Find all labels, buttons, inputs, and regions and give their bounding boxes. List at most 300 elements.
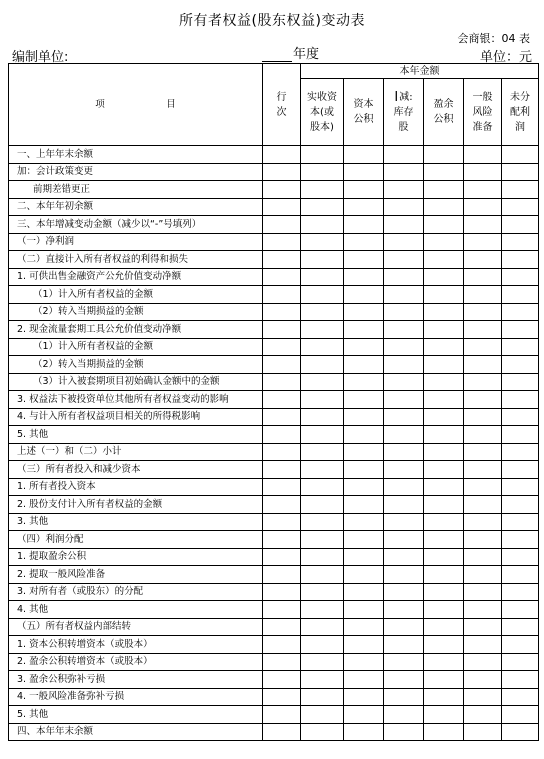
amount-cell[interactable]	[344, 601, 384, 619]
amount-cell[interactable]	[502, 286, 539, 304]
amount-cell[interactable]	[384, 513, 424, 531]
row-number-cell[interactable]	[263, 548, 301, 566]
amount-cell[interactable]	[384, 163, 424, 181]
amount-cell[interactable]	[344, 321, 384, 339]
amount-cell[interactable]	[464, 198, 502, 216]
amount-cell[interactable]	[424, 338, 464, 356]
row-number-cell[interactable]	[263, 146, 301, 164]
amount-cell[interactable]	[424, 601, 464, 619]
year-blank[interactable]	[262, 49, 292, 62]
amount-cell[interactable]	[464, 548, 502, 566]
amount-cell[interactable]	[424, 636, 464, 654]
table-row	[9, 513, 539, 531]
amount-cell[interactable]	[384, 268, 424, 286]
amount-cell[interactable]	[502, 461, 539, 479]
amount-cell[interactable]	[344, 181, 384, 199]
row-label: 4. 其他	[9, 601, 263, 619]
row-number-cell[interactable]	[263, 321, 301, 339]
amount-cell[interactable]	[301, 233, 344, 251]
col-header-paid-in-capital: 实收资本(或股本)	[301, 79, 344, 146]
row-number-cell[interactable]	[263, 566, 301, 584]
amount-cell[interactable]	[502, 566, 539, 584]
amount-cell[interactable]	[502, 391, 539, 409]
amount-cell[interactable]	[301, 531, 344, 549]
row-number-cell[interactable]	[263, 671, 301, 689]
amount-cell[interactable]	[464, 513, 502, 531]
form-number: 会商银：04 表	[457, 32, 530, 45]
amount-cell[interactable]	[424, 268, 464, 286]
amount-cell[interactable]	[464, 443, 502, 461]
amount-cell[interactable]	[464, 408, 502, 426]
row-number-cell[interactable]	[263, 286, 301, 304]
amount-cell[interactable]	[384, 618, 424, 636]
row-label: 2. 盈余公积转增资本（或股本）	[9, 653, 263, 671]
amount-cell[interactable]	[384, 321, 424, 339]
amount-cell[interactable]	[384, 146, 424, 164]
item-column-header: 项 目	[9, 64, 263, 146]
amount-cell[interactable]	[384, 303, 424, 321]
amount-cell[interactable]	[502, 636, 539, 654]
row-number-cell[interactable]	[263, 338, 301, 356]
amount-cell[interactable]	[502, 583, 539, 601]
amount-cell[interactable]	[424, 303, 464, 321]
amount-cell[interactable]	[344, 688, 384, 706]
amount-cell[interactable]	[384, 531, 424, 549]
amount-cell[interactable]	[502, 426, 539, 444]
amount-cell[interactable]	[301, 391, 344, 409]
amount-cell[interactable]	[464, 583, 502, 601]
amount-cell[interactable]	[502, 216, 539, 234]
amount-cell[interactable]	[502, 198, 539, 216]
amount-cell[interactable]	[424, 198, 464, 216]
row-label: （3）计入被套期项目初始确认金额中的金额	[9, 373, 263, 391]
amount-cell[interactable]	[384, 566, 424, 584]
row-number-cell[interactable]	[263, 163, 301, 181]
amount-cell[interactable]	[344, 531, 384, 549]
row-label: （一）净利润	[9, 233, 263, 251]
amount-cell[interactable]	[344, 146, 384, 164]
row-label: （2）转入当期损益的金额	[9, 303, 263, 321]
amount-cell[interactable]	[384, 251, 424, 269]
amount-cell[interactable]	[464, 426, 502, 444]
amount-cell[interactable]	[344, 583, 384, 601]
row-number-cell[interactable]	[263, 706, 301, 724]
equity-change-table	[8, 63, 539, 741]
amount-cell[interactable]	[464, 356, 502, 374]
row-number-cell[interactable]	[263, 408, 301, 426]
amount-cell[interactable]	[502, 688, 539, 706]
amount-cell[interactable]	[344, 653, 384, 671]
amount-cell[interactable]	[424, 356, 464, 374]
row-label: 1. 所有者投入资本	[9, 478, 263, 496]
row-number-cell[interactable]	[263, 478, 301, 496]
amount-cell[interactable]	[344, 303, 384, 321]
amount-cell[interactable]	[502, 706, 539, 724]
page-title: 所有者权益(股东权益)变动表	[179, 13, 365, 29]
table-row	[9, 531, 539, 549]
amount-cell[interactable]	[464, 706, 502, 724]
table-row	[9, 303, 539, 321]
row-label: 上述（一）和（二）小计	[9, 443, 263, 461]
row-number-cell[interactable]	[263, 601, 301, 619]
col-header-surplus-reserve: 盈余公积	[424, 79, 464, 146]
table-row	[9, 251, 539, 269]
amount-cell[interactable]	[502, 653, 539, 671]
amount-cell[interactable]	[301, 601, 344, 619]
amount-cell[interactable]	[502, 443, 539, 461]
amount-cell[interactable]	[464, 461, 502, 479]
row-label: 3. 其他	[9, 513, 263, 531]
row-number-cell[interactable]	[263, 426, 301, 444]
amount-cell[interactable]	[301, 618, 344, 636]
amount-cell[interactable]	[344, 338, 384, 356]
table-row	[9, 216, 539, 234]
table-row	[9, 706, 539, 724]
amount-cell[interactable]	[384, 216, 424, 234]
amount-cell[interactable]	[424, 163, 464, 181]
row-number-cell[interactable]	[263, 513, 301, 531]
row-number-cell[interactable]	[263, 531, 301, 549]
amount-cell[interactable]	[502, 321, 539, 339]
amount-cell[interactable]	[344, 373, 384, 391]
table-row	[9, 566, 539, 584]
amount-cell[interactable]	[301, 461, 344, 479]
amount-cell[interactable]	[384, 601, 424, 619]
amount-cell[interactable]	[344, 268, 384, 286]
table-row	[9, 443, 539, 461]
amount-cell[interactable]	[384, 338, 424, 356]
amount-cell[interactable]	[301, 303, 344, 321]
amount-cell[interactable]	[384, 198, 424, 216]
table-row	[9, 583, 539, 601]
row-label: 一、上年年末余额	[9, 146, 263, 164]
row-label: 前期差错更正	[9, 181, 263, 199]
table-row	[9, 146, 539, 164]
amount-cell[interactable]	[344, 723, 384, 741]
amount-cell[interactable]	[344, 286, 384, 304]
amount-cell[interactable]	[502, 233, 539, 251]
amount-cell[interactable]	[301, 198, 344, 216]
amount-cell[interactable]	[502, 303, 539, 321]
amount-cell[interactable]	[502, 356, 539, 374]
amount-cell[interactable]	[464, 636, 502, 654]
amount-cell[interactable]	[424, 146, 464, 164]
amount-cell[interactable]	[384, 408, 424, 426]
row-label: 3. 权益法下被投资单位其他所有者权益变动的影响	[9, 391, 263, 409]
amount-cell[interactable]	[384, 233, 424, 251]
amount-cell[interactable]	[464, 233, 502, 251]
amount-cell[interactable]	[344, 198, 384, 216]
amount-cell[interactable]	[502, 373, 539, 391]
amount-cell[interactable]	[384, 496, 424, 514]
amount-cell[interactable]	[384, 461, 424, 479]
amount-cell[interactable]	[464, 373, 502, 391]
amount-cell[interactable]	[502, 671, 539, 689]
amount-cell[interactable]	[464, 601, 502, 619]
amount-cell[interactable]	[344, 566, 384, 584]
amount-cell[interactable]	[384, 706, 424, 724]
amount-cell[interactable]	[424, 321, 464, 339]
amount-cell[interactable]	[502, 251, 539, 269]
row-number-cell[interactable]	[263, 496, 301, 514]
amount-cell[interactable]	[344, 496, 384, 514]
amount-cell[interactable]	[424, 688, 464, 706]
table-row	[9, 478, 539, 496]
amount-cell[interactable]	[424, 496, 464, 514]
row-label: 2. 现金流量套期工具公允价值变动净额	[9, 321, 263, 339]
table-row	[9, 391, 539, 409]
amount-cell[interactable]	[502, 548, 539, 566]
amount-cell[interactable]	[424, 373, 464, 391]
row-number-cell[interactable]	[263, 618, 301, 636]
amount-cell[interactable]	[301, 181, 344, 199]
amount-cell[interactable]	[502, 601, 539, 619]
amount-cell[interactable]	[344, 233, 384, 251]
amount-cell[interactable]	[301, 706, 344, 724]
amount-cell[interactable]	[424, 286, 464, 304]
amount-cell[interactable]	[424, 443, 464, 461]
amount-cell[interactable]	[301, 566, 344, 584]
amount-cell[interactable]	[301, 513, 344, 531]
amount-cell[interactable]	[301, 408, 344, 426]
row-number-cell[interactable]	[263, 373, 301, 391]
amount-cell[interactable]	[464, 723, 502, 741]
row-label: 2. 提取一般风险准备	[9, 566, 263, 584]
amount-cell[interactable]	[344, 163, 384, 181]
amount-cell[interactable]	[502, 531, 539, 549]
amount-cell[interactable]	[424, 461, 464, 479]
amount-cell[interactable]	[384, 181, 424, 199]
amount-cell[interactable]	[464, 496, 502, 514]
row-label: 1. 提取盈余公积	[9, 548, 263, 566]
amount-cell[interactable]	[464, 618, 502, 636]
table-row	[9, 198, 539, 216]
amount-cell[interactable]	[424, 548, 464, 566]
amount-cell[interactable]	[344, 251, 384, 269]
row-label: （1）计入所有者权益的金额	[9, 338, 263, 356]
amount-cell[interactable]	[424, 583, 464, 601]
amount-cell[interactable]	[344, 356, 384, 374]
amount-cell[interactable]	[424, 618, 464, 636]
row-number-cell[interactable]	[263, 251, 301, 269]
text-cursor-icon: I	[394, 89, 399, 105]
amount-cell[interactable]	[344, 478, 384, 496]
amount-cell[interactable]	[464, 566, 502, 584]
amount-cell[interactable]	[301, 146, 344, 164]
row-number-cell[interactable]	[263, 181, 301, 199]
amount-cell[interactable]	[301, 548, 344, 566]
row-number-cell[interactable]	[263, 443, 301, 461]
amount-cell[interactable]	[424, 426, 464, 444]
col-header-treasury-stock-label: 减:库存股	[393, 91, 414, 133]
amount-cell[interactable]	[344, 426, 384, 444]
amount-cell[interactable]	[502, 163, 539, 181]
amount-cell[interactable]	[384, 548, 424, 566]
amount-cell[interactable]	[301, 268, 344, 286]
year-label: 年度	[293, 47, 320, 62]
row-number-cell[interactable]	[263, 461, 301, 479]
amount-cell[interactable]	[424, 566, 464, 584]
amount-cell[interactable]	[502, 723, 539, 741]
amount-cell[interactable]	[502, 618, 539, 636]
amount-cell[interactable]	[301, 443, 344, 461]
amount-cell[interactable]	[301, 286, 344, 304]
amount-cell[interactable]	[424, 531, 464, 549]
amount-cell[interactable]	[344, 548, 384, 566]
row-label: 3. 盈余公积弥补亏损	[9, 671, 263, 689]
table-row	[9, 408, 539, 426]
row-label: （1）计入所有者权益的金额	[9, 286, 263, 304]
amount-cell[interactable]	[344, 706, 384, 724]
amount-cell[interactable]	[384, 373, 424, 391]
table-row	[9, 426, 539, 444]
table-row	[9, 286, 539, 304]
amount-cell[interactable]	[301, 216, 344, 234]
amount-cell[interactable]	[424, 391, 464, 409]
amount-cell[interactable]	[502, 268, 539, 286]
amount-cell[interactable]	[464, 181, 502, 199]
row-label: 1. 资本公积转增资本（或股本）	[9, 636, 263, 654]
row-number-cell[interactable]	[263, 653, 301, 671]
row-number-cell[interactable]	[263, 356, 301, 374]
amount-cell[interactable]	[301, 163, 344, 181]
row-number-cell[interactable]	[263, 303, 301, 321]
row-number-header: 行次	[263, 64, 301, 146]
row-number-cell[interactable]	[263, 391, 301, 409]
col-header-undistributed-profit: 未分配利润	[502, 79, 539, 146]
amount-cell[interactable]	[384, 286, 424, 304]
amount-cell[interactable]	[502, 496, 539, 514]
amount-cell[interactable]	[384, 688, 424, 706]
amount-cell[interactable]	[464, 303, 502, 321]
amount-cell[interactable]	[424, 671, 464, 689]
amount-cell[interactable]	[464, 321, 502, 339]
amount-cell[interactable]	[301, 688, 344, 706]
amount-cell[interactable]	[301, 583, 344, 601]
amount-cell[interactable]	[502, 408, 539, 426]
amount-cell[interactable]	[424, 408, 464, 426]
table-row	[9, 601, 539, 619]
amount-cell[interactable]	[301, 373, 344, 391]
amount-cell[interactable]	[344, 408, 384, 426]
amount-cell[interactable]	[502, 478, 539, 496]
table-row	[9, 321, 539, 339]
amount-cell[interactable]	[464, 671, 502, 689]
amount-cell[interactable]	[384, 671, 424, 689]
col-header-capital-reserve: 资本公积	[344, 79, 384, 146]
amount-cell[interactable]	[344, 391, 384, 409]
row-number-cell[interactable]	[263, 583, 301, 601]
amount-cell[interactable]	[464, 146, 502, 164]
amount-cell[interactable]	[301, 653, 344, 671]
amount-cell[interactable]	[344, 216, 384, 234]
table-row	[9, 268, 539, 286]
amount-cell[interactable]	[464, 688, 502, 706]
amount-cell[interactable]	[301, 636, 344, 654]
amount-cell[interactable]	[301, 426, 344, 444]
amount-cell[interactable]	[344, 461, 384, 479]
amount-cell[interactable]	[301, 478, 344, 496]
amount-cell[interactable]	[384, 391, 424, 409]
amount-cell[interactable]	[384, 356, 424, 374]
amount-cell[interactable]	[464, 653, 502, 671]
amount-cell[interactable]	[424, 723, 464, 741]
amount-cell[interactable]	[464, 391, 502, 409]
amount-cell[interactable]	[424, 233, 464, 251]
amount-cell[interactable]	[301, 321, 344, 339]
amount-cell[interactable]	[384, 583, 424, 601]
amount-cell[interactable]	[464, 268, 502, 286]
table-row	[9, 636, 539, 654]
row-number-cell[interactable]	[263, 688, 301, 706]
amount-cell[interactable]	[384, 636, 424, 654]
amount-cell[interactable]	[384, 478, 424, 496]
amount-cell[interactable]	[384, 653, 424, 671]
year-field	[262, 43, 319, 62]
amount-cell[interactable]	[502, 146, 539, 164]
row-label: 二、本年年初余额	[9, 198, 263, 216]
amount-cell[interactable]	[464, 251, 502, 269]
row-number-cell[interactable]	[263, 216, 301, 234]
amount-cell[interactable]	[384, 426, 424, 444]
amount-cell[interactable]	[344, 618, 384, 636]
row-label: 2. 股份支付计入所有者权益的金额	[9, 496, 263, 514]
row-label: 4. 与计入所有者权益项目相关的所得税影响	[9, 408, 263, 426]
amount-cell[interactable]	[502, 338, 539, 356]
amount-cell[interactable]	[301, 671, 344, 689]
amount-cell[interactable]	[464, 338, 502, 356]
org-label: 编制单位:	[12, 50, 69, 65]
amount-cell[interactable]	[464, 286, 502, 304]
row-label: 加：会计政策变更	[9, 163, 263, 181]
amount-cell[interactable]	[384, 443, 424, 461]
amount-cell[interactable]	[464, 163, 502, 181]
row-number-cell[interactable]	[263, 636, 301, 654]
amount-cell[interactable]	[344, 443, 384, 461]
amount-cell[interactable]	[424, 706, 464, 724]
amount-cell[interactable]	[344, 636, 384, 654]
amount-cell[interactable]	[384, 723, 424, 741]
row-number-cell[interactable]	[263, 268, 301, 286]
amount-cell[interactable]	[301, 496, 344, 514]
amount-cell[interactable]	[424, 478, 464, 496]
amount-cell[interactable]	[464, 478, 502, 496]
amount-cell[interactable]	[301, 338, 344, 356]
amount-cell[interactable]	[301, 723, 344, 741]
amount-cell[interactable]	[424, 216, 464, 234]
row-number-cell[interactable]	[263, 198, 301, 216]
table-row	[9, 181, 539, 199]
amount-cell[interactable]	[424, 181, 464, 199]
amount-cell[interactable]	[464, 216, 502, 234]
amount-cell[interactable]	[424, 251, 464, 269]
row-number-cell[interactable]	[263, 233, 301, 251]
row-label: 四、本年年末余额	[9, 723, 263, 741]
table-row	[9, 373, 539, 391]
amount-cell[interactable]	[502, 181, 539, 199]
amount-cell[interactable]	[502, 513, 539, 531]
amount-cell[interactable]	[424, 653, 464, 671]
amount-cell[interactable]	[464, 531, 502, 549]
row-label: 1. 可供出售金融资产公允价值变动净额	[9, 268, 263, 286]
amount-cell[interactable]	[301, 251, 344, 269]
amount-cell[interactable]	[301, 356, 344, 374]
row-number-cell[interactable]	[263, 723, 301, 741]
amount-cell[interactable]	[344, 513, 384, 531]
amount-cell[interactable]	[344, 671, 384, 689]
table-row	[9, 723, 539, 741]
amount-cell[interactable]	[424, 513, 464, 531]
